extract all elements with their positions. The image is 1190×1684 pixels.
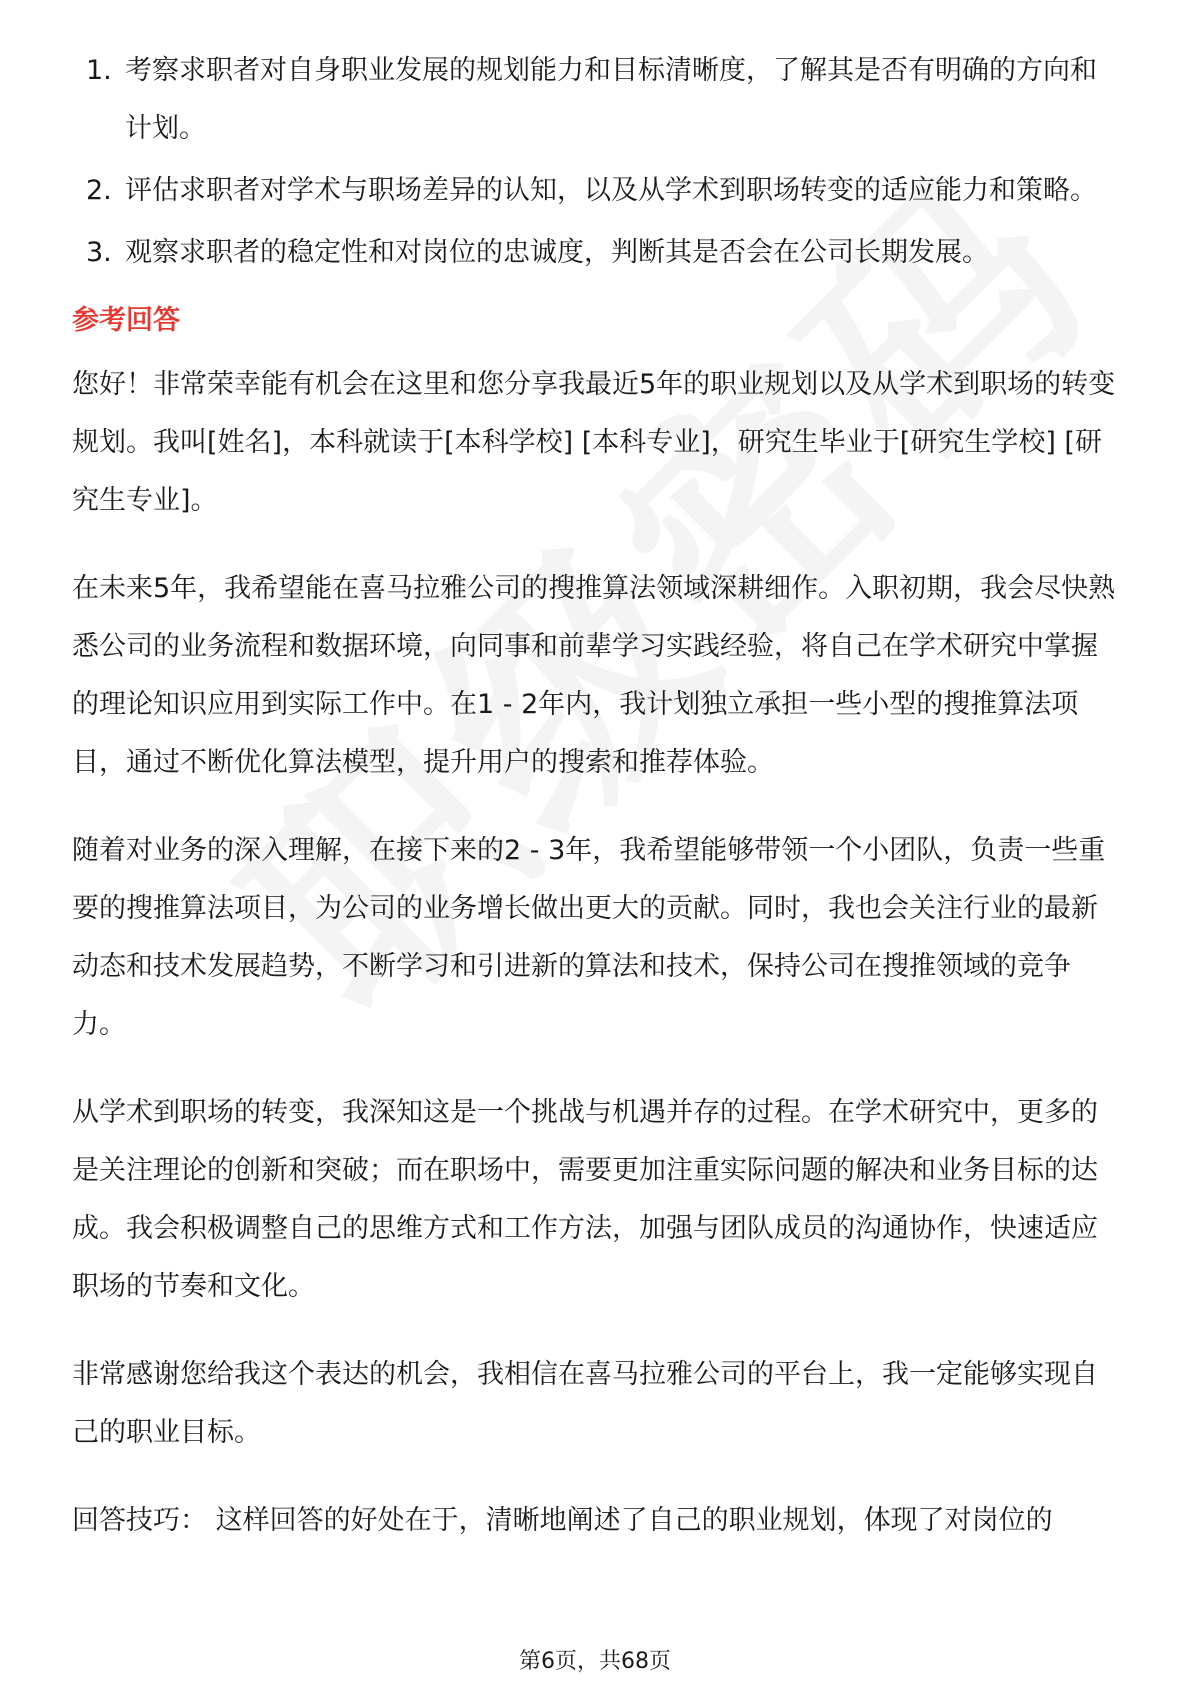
answer-paragraph: 从学术到职场的转变，我深知这是一个挑战与机遇并存的过程。在学术研究中，更多的是关注理论的创新和突破；而在职场中，需要更加注重实际问题的解决和业务目标的达成。我会积极调整自己的思维方式和工作方法，加强与团队成员的沟通协作，快速适应职场的节奏和文化。 xyxy=(72,1097,1098,1302)
answer-paragraph: 您好！非常荣幸能有机会在这里和您分享我最近5年的职业规划以及从学术到职场的转变规划。我叫[姓名]，本科就读于[本科学校] [本科专业]，研究生毕业于[研究生学校] [研究生专业]。 xyxy=(72,369,1116,516)
answer-paragraph: 在未来5年，我希望能在喜马拉雅公司的搜推算法领域深耕细作。入职初期，我会尽快熟悉公司的业务流程和数据环境，向同事和前辈学习实践经验，将自己在学术研究中掌握的理论知识应用到实际工作中。在1 - 2年内，我计划独立承担一些小型的搜推算法项目，通过不断优化算法模型，提升用户的搜索和推荐体验。 xyxy=(72,573,1116,778)
list-item xyxy=(72,162,1122,220)
list-item-text: 观察求职者的稳定性和对岗位的忠诚度，判断其是否会在公司长期发展。 xyxy=(125,237,989,268)
list-item-number: 2. xyxy=(86,175,112,206)
list-item-number: 1. xyxy=(86,55,112,86)
answer-paragraph: 随着对业务的深入理解，在接下来的2 - 3年，我希望能够带领一个小团队，负责一些重要的搜推算法项目，为公司的业务增长做出更大的贡献。同时，我也会关注行业的最新动态和技术发展趋势，不断学习和引进新的算法和技术，保持公司在搜推领域的竞争力。 xyxy=(72,835,1106,1040)
criteria-list xyxy=(72,42,1122,282)
page-content xyxy=(72,42,1122,1550)
page-number: 第6页，共68页 xyxy=(519,1649,671,1674)
list-item-number: 3. xyxy=(86,237,112,268)
answer-heading: 参考回答 xyxy=(72,305,180,336)
list-item-text: 考察求职者对自身职业发展的规划能力和目标清晰度，了解其是否有明确的方向和计划。 xyxy=(125,55,1097,144)
list-item-text: 评估求职者对学术与职场差异的认知，以及从学术到职场转变的适应能力和策略。 xyxy=(125,175,1097,206)
list-item xyxy=(72,42,1122,158)
answer-paragraph: 非常感谢您给我这个表达的机会，我相信在喜马拉雅公司的平台上，我一定能够实现自己的职业目标。 xyxy=(72,1359,1098,1448)
list-item xyxy=(72,224,1122,282)
answer-tip: 回答技巧： 这样回答的好处在于，清晰地阐述了自己的职业规划，体现了对岗位的 xyxy=(72,1505,1053,1536)
